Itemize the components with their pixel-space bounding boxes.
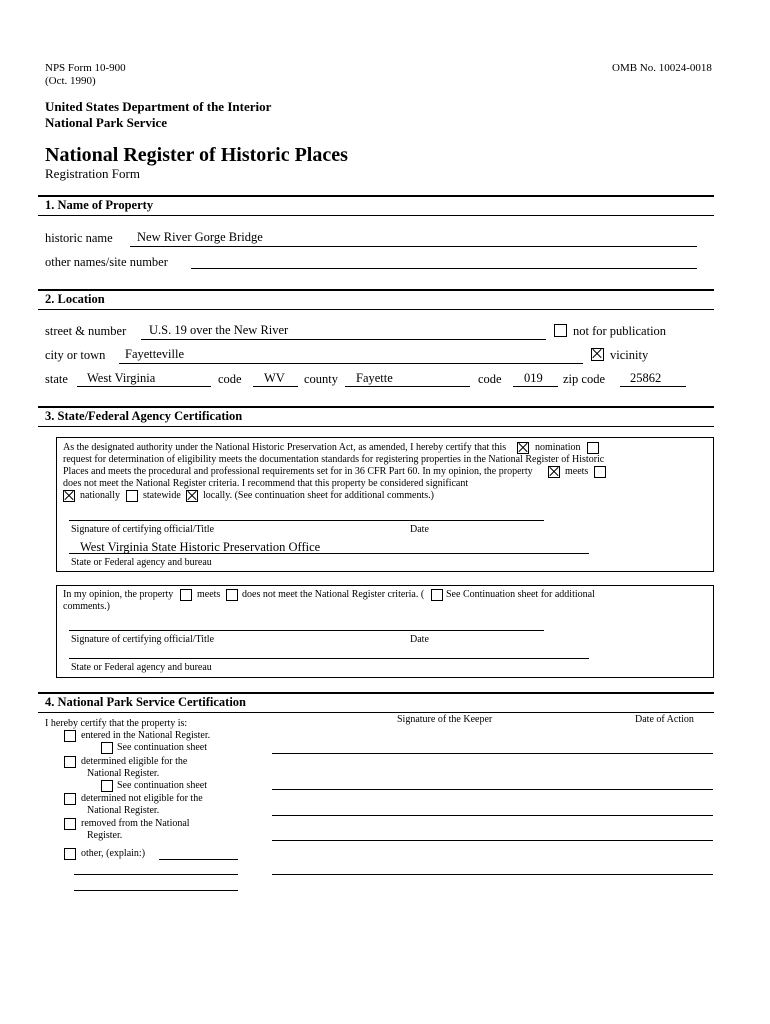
historic-name-label: historic name: [45, 231, 113, 245]
opinion-does-not-meet-label: does not meet the National Register criteria. (: [242, 589, 425, 600]
city-field[interactable]: [119, 363, 583, 364]
agency-label: State or Federal agency and bureau: [71, 557, 212, 568]
opinion-continuation-label: See Continuation sheet for additional: [446, 589, 595, 600]
eligible-label-1: determined eligible for the: [81, 756, 188, 767]
entered-label: entered in the National Register.: [81, 730, 211, 741]
meets-checkbox[interactable]: [548, 466, 560, 478]
meets-label: meets: [565, 466, 589, 477]
section-1-header: [38, 195, 714, 216]
street-label: street & number: [45, 324, 127, 338]
section-3-header: [38, 406, 714, 427]
not-for-publication-checkbox[interactable]: [554, 324, 567, 337]
zip-value: 25862: [630, 371, 662, 385]
statewide-checkbox[interactable]: [126, 490, 138, 502]
nomination-label: nomination: [535, 442, 581, 453]
agency-field[interactable]: [69, 553, 589, 554]
keeper-signature-label: Signature of the Keeper: [397, 714, 493, 725]
county-code-value: 019: [524, 371, 543, 385]
agency-value: West Virginia State Historic Preservation Office: [80, 540, 321, 554]
cert-text-line1: As the designated authority under the National Historic Preservation Act, as amended, I hereby certify that this: [63, 442, 507, 453]
state-code-field[interactable]: [253, 386, 298, 387]
certifying-signature-field[interactable]: [69, 520, 544, 521]
section-4-header: [38, 692, 714, 713]
nationally-checkbox[interactable]: [63, 490, 75, 502]
entered-continuation-label: See continuation sheet: [117, 742, 207, 753]
city-label: city or town: [45, 348, 106, 362]
other-explain-field-3[interactable]: [74, 890, 238, 891]
eligible-label-2: National Register.: [87, 768, 160, 779]
historic-name-value: New River Gorge Bridge: [137, 230, 263, 244]
form-date: (Oct. 1990): [45, 75, 96, 87]
does-not-meet-checkbox[interactable]: [594, 466, 606, 478]
vicinity-label: vicinity: [610, 348, 649, 362]
removed-signature-line[interactable]: [272, 840, 713, 841]
not-eligible-label-1: determined not eligible for the: [81, 793, 203, 804]
page-title: National Register of Historic Places: [45, 144, 348, 166]
service-name: National Park Service: [45, 115, 168, 130]
entered-continuation-checkbox[interactable]: [101, 742, 113, 754]
keeper-intro: I hereby certify that the property is:: [45, 718, 188, 729]
eligible-signature-line[interactable]: [272, 789, 713, 790]
state-code-value: WV: [264, 371, 285, 385]
other-label: other, (explain:): [81, 848, 146, 859]
locally-label: locally. (See continuation sheet for additional comments.): [203, 490, 434, 501]
county-code-field[interactable]: [513, 386, 558, 387]
county-code-label: code: [478, 372, 502, 386]
county-value: Fayette: [356, 371, 393, 385]
entered-signature-line[interactable]: [272, 753, 713, 754]
omb-number: OMB No. 10024-0018: [612, 62, 712, 74]
nomination-checkbox[interactable]: [517, 442, 529, 454]
state-value: West Virginia: [87, 371, 156, 385]
section-1-title: 1. Name of Property: [45, 198, 154, 212]
commenting-signature-field[interactable]: [69, 630, 544, 631]
city-value: Fayetteville: [125, 347, 185, 361]
zip-field[interactable]: [620, 386, 686, 387]
county-label: county: [304, 372, 339, 386]
other-signature-line[interactable]: [272, 874, 713, 875]
opinion-continuation-checkbox[interactable]: [431, 589, 443, 601]
not-for-publication-label: not for publication: [573, 324, 667, 338]
commenting-date-label: Date: [410, 634, 429, 645]
opinion-meets-label: meets: [197, 589, 221, 600]
eligible-continuation-checkbox[interactable]: [101, 780, 113, 792]
locally-checkbox[interactable]: [186, 490, 198, 502]
opinion-text: In my opinion, the property: [63, 589, 174, 600]
page-subtitle: Registration Form: [45, 166, 140, 181]
removed-label-2: Register.: [87, 830, 123, 841]
other-explain-field-2[interactable]: [74, 874, 238, 875]
certifying-signature-label: Signature of certifying official/Title: [71, 524, 215, 535]
request-checkbox[interactable]: [587, 442, 599, 454]
street-field[interactable]: [141, 339, 546, 340]
section-2-header: [38, 289, 714, 310]
opinion-comments-label: comments.): [63, 601, 110, 612]
certifying-date-label: Date: [410, 524, 429, 535]
form-number: NPS Form 10-900: [45, 62, 126, 74]
commenting-agency-field[interactable]: [69, 658, 589, 659]
state-code-label: code: [218, 372, 242, 386]
not-eligible-signature-line[interactable]: [272, 815, 713, 816]
county-field[interactable]: [345, 386, 470, 387]
entered-checkbox[interactable]: [64, 730, 76, 742]
cert-text-line3: Places and meets the procedural and professional requirements set for in 36 CFR Part 60. In my opinion, the property: [63, 466, 533, 477]
cert-text-line2: request for determination of eligibility meets the documentation standards for registering properties in the National Register of Historic: [63, 454, 605, 465]
zip-label: zip code: [563, 372, 605, 386]
other-explain-field-1[interactable]: [159, 859, 238, 860]
eligible-continuation-label: See continuation sheet: [117, 780, 207, 791]
opinion-meets-checkbox[interactable]: [180, 589, 192, 601]
not-eligible-checkbox[interactable]: [64, 793, 76, 805]
nationally-label: nationally: [80, 490, 120, 501]
other-checkbox[interactable]: [64, 848, 76, 860]
removed-label-1: removed from the National: [81, 818, 190, 829]
section-3-title: 3. State/Federal Agency Certification: [45, 409, 243, 423]
commenting-signature-label: Signature of certifying official/Title: [71, 634, 215, 645]
date-of-action-label: Date of Action: [635, 714, 694, 725]
state-label: state: [45, 372, 68, 386]
other-names-label: other names/site number: [45, 255, 168, 269]
section-4-title: 4. National Park Service Certification: [45, 695, 246, 709]
historic-name-field[interactable]: [130, 246, 697, 247]
not-eligible-label-2: National Register.: [87, 805, 160, 816]
vicinity-checkbox[interactable]: [591, 348, 604, 361]
section-2-title: 2. Location: [45, 292, 105, 306]
opinion-does-not-meet-checkbox[interactable]: [226, 589, 238, 601]
commenting-agency-label: State or Federal agency and bureau: [71, 662, 212, 673]
state-field[interactable]: [77, 386, 211, 387]
eligible-checkbox[interactable]: [64, 756, 76, 768]
removed-checkbox[interactable]: [64, 818, 76, 830]
statewide-label: statewide: [143, 490, 181, 501]
department-name: United States Department of the Interior: [45, 99, 272, 114]
street-value: U.S. 19 over the New River: [149, 323, 289, 337]
cert-text-line4: does not meet the National Register criteria. I recommend that this property be considered significant: [63, 478, 469, 489]
other-names-field[interactable]: [191, 268, 697, 269]
